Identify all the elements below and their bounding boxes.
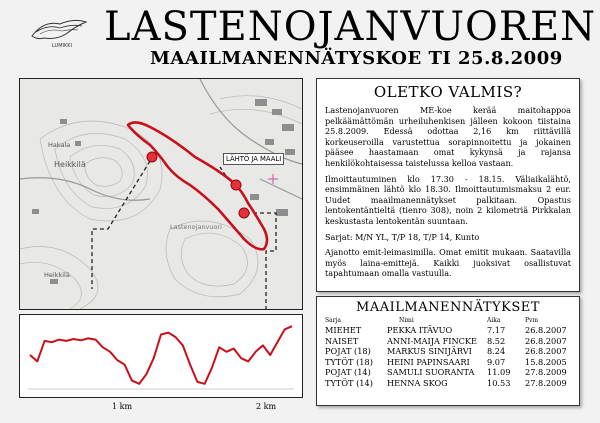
record-time: 8.52 [487, 335, 506, 346]
table-row [323, 325, 573, 336]
record-time: 9.07 [487, 356, 506, 367]
map-graphic [20, 79, 302, 309]
info-heading: OLETKO VALMIS? [373, 83, 523, 101]
info-paragraph-registration: Ilmoittautuminen klo 17.30 - 18.15. Väliaikalähtö, ensimmäinen lähtö klo 18.30. Ilmoittautumismaksu 2 eur. Uudet maailmanennätykset palkitaan. Opastus lentokentäntieltä (tienro 308), noin 2 kilometriä Pirkkalan keskustasta lentokentän suuntaan. [325, 173, 571, 226]
elevation-graphic [20, 315, 302, 397]
map-place-label: Hakala [48, 141, 71, 149]
record-time: 7.17 [487, 325, 506, 335]
record-class: POJAT (18) [325, 346, 371, 357]
logo [26, 14, 96, 50]
record-date: 26.8.2007 [525, 325, 567, 335]
info-box [316, 78, 580, 292]
record-class: TYTÖT (14) [325, 377, 373, 388]
info-paragraph-description: Lastenojanvuoren ME-koe kerää maitohappoa pelkäämättömän urheiluhenkisen jälleen kokoon tiistaina 25.8.2009. Edessä odottaa 2,16 km riittävillä korkeuseroilla varustettua sorapinnoitettu ja jokainen pääsee haastamaan omat kykynsä ja rajansa henkilökohtaisessa taistelussa kelloa vastaan. [325, 105, 571, 168]
map-place-label: Heikkilä [44, 271, 70, 279]
record-time: 10.53 [487, 377, 511, 388]
record-time: 11.09 [487, 367, 511, 378]
table-row [323, 378, 573, 389]
record-name: PEKKA ITÄVUO [387, 325, 453, 335]
checkpoint-marker [239, 208, 249, 218]
column-header: Nimi [399, 317, 414, 324]
record-date: 26.8.2007 [525, 346, 567, 357]
record-name: MARKUS SINIJÄRVI [387, 346, 472, 357]
record-time: 8.24 [487, 346, 506, 357]
record-date: 26.8.2007 [525, 335, 567, 346]
record-class: MIEHET [325, 325, 362, 335]
table-row [323, 367, 573, 378]
record-class: TYTÖT (18) [325, 356, 373, 367]
record-date: 27.8.2009 [525, 377, 567, 388]
km-label-1: 1 km [112, 402, 133, 411]
table-row [323, 336, 573, 347]
record-class: NAISET [325, 335, 359, 346]
table-row [323, 357, 573, 368]
column-header: Sarja [325, 317, 341, 324]
column-header: Aika [487, 317, 501, 324]
records-box [316, 296, 580, 406]
record-class: POJAT (14) [325, 367, 371, 378]
record-date: 27.8.2009 [525, 367, 567, 378]
records-header-row [323, 316, 573, 325]
elevation-profile [19, 314, 303, 398]
map-place-label: Lastenojanvuori [170, 223, 222, 231]
page-title: LASTENOJANVUOREN [104, 4, 597, 50]
km-label-2: 2 km [256, 402, 277, 411]
map-place-label: Heikkilä [54, 160, 86, 169]
column-header: Pvm [525, 317, 539, 324]
record-name: SAMULI SUORANTA [387, 367, 475, 378]
records-table [323, 316, 573, 389]
checkpoint-marker [147, 152, 157, 162]
table-row [323, 346, 573, 357]
elevation-line [30, 326, 292, 384]
route-map [19, 78, 303, 310]
logo-icon [26, 14, 96, 50]
record-name: HENNA SKOG [387, 377, 448, 388]
record-name: ANNI-MAIJA FINCKE [387, 335, 478, 346]
record-date: 15.8.2005 [525, 356, 567, 367]
page-subtitle: MAAILMANENNÄTYSKOE TI 25.8.2009 [150, 48, 563, 69]
start-finish-marker [231, 180, 241, 190]
record-name: HEINI PAPINSAARI [387, 356, 470, 367]
records-heading: MAAILMANENNÄTYKSET [356, 300, 540, 315]
info-paragraph-timing: Ajanotto emit-leimasimilla. Omat emitit mukaan. Saatavilla myös laina-emittejä. Kaikki juoksivat osallistuvat tapahtumaan omalla vastuulla. [325, 247, 571, 279]
info-paragraph-classes: Sarjat: M/N YL, T/P 18, T/P 14, Kunto [325, 231, 480, 242]
logo-text: LUMIKKI [52, 43, 73, 49]
start-finish-label: LÄHTÖ JA MAALI [223, 153, 284, 165]
